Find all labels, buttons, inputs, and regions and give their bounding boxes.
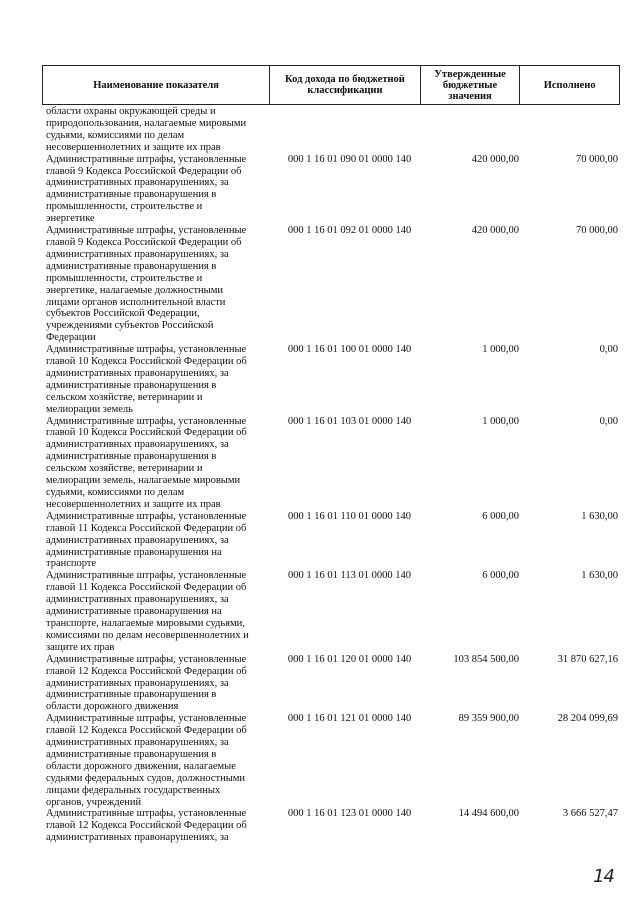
row-name — [42, 106, 268, 154]
row-name — [42, 570, 268, 653]
row-code: 000 1 16 01 113 01 0000 140 — [288, 570, 411, 582]
row-name — [42, 808, 268, 844]
row-name-line: Административные штрафы, установленные — [46, 808, 247, 820]
row-name-line: сельском хозяйстве, ветеринарии и — [46, 463, 203, 475]
row-name-line: органов, учреждений — [46, 796, 142, 808]
row-name-line: комиссиями по делам несовершеннолетних и — [46, 629, 249, 641]
row-name-line: административные правонарушения в — [46, 451, 217, 463]
row-name-line: главой 11 Кодекса Российской Федерации об — [46, 522, 247, 534]
table-row — [42, 154, 620, 225]
row-name-line: области дорожного движения, налагаемые — [46, 760, 236, 772]
row-name — [42, 511, 268, 571]
row-name-line: Административные штрафы, установленные — [46, 653, 247, 665]
row-code: 000 1 16 01 103 01 0000 140 — [287, 415, 412, 427]
row-name-line: транспорте, налагаемые мировыми судьями, — [46, 617, 245, 629]
row-name-line: административные правонарушения на — [46, 546, 222, 558]
row-name-line: лицами органов исполнительной власти — [46, 296, 226, 308]
row-name-line: главой 12 Кодекса Российской Федерации об — [46, 665, 247, 677]
row-name-line: промышленности, строительстве и — [46, 201, 203, 213]
row-name-line: административные правонарушения в — [46, 689, 217, 701]
row-code: 000 1 16 01 110 01 0000 140 — [288, 510, 411, 522]
row-name-line: энергетике — [46, 213, 95, 225]
row-name-line: области охраны окружающей среды и — [46, 106, 216, 117]
row-name-line: административных правонарушениях, за — [46, 832, 229, 844]
row-code — [268, 106, 421, 154]
row-plan: 420 000,00 — [471, 225, 519, 237]
row-name — [42, 713, 268, 808]
table-row — [42, 808, 620, 844]
row-name — [42, 154, 268, 225]
row-name-line: судьями, комиссиями по делам — [46, 487, 185, 498]
row-name-line: административные правонарушения в — [46, 748, 217, 760]
table-header — [42, 65, 620, 105]
row-name-line: главой 10 Кодекса Российской Федерации об — [46, 356, 247, 368]
row-name-line: несовершеннолетних и защите их прав — [46, 498, 221, 510]
row-name-line: Административные штрафы, установленные — [46, 570, 247, 582]
row-plan: 89 359 900,00 — [458, 713, 519, 725]
row-done: 28 204 099,69 — [557, 713, 618, 725]
row-name-line: административные правонарушения в — [46, 260, 217, 272]
table-row — [42, 416, 620, 511]
row-name-line: административных правонарушениях, за — [46, 594, 229, 606]
row-name-line: природопользования, налагаемые мировыми — [46, 117, 247, 129]
row-name-line: административных правонарушениях, за — [46, 367, 229, 379]
row-name-line: Административные штрафы, установленные — [46, 153, 247, 165]
row-name-line: промышленности, строительстве и — [46, 272, 203, 284]
row-done: 31 870 627,16 — [557, 653, 618, 665]
row-name-line: области дорожного движения — [46, 701, 179, 713]
row-plan: 1 000,00 — [482, 415, 519, 427]
row-name-line: главой 11 Кодекса Российской Федерации об — [46, 582, 247, 594]
row-done: 0,00 — [599, 415, 618, 427]
page-number: 14 — [593, 866, 614, 887]
row-name-line: Административные штрафы, установленные — [46, 415, 247, 427]
header-code: Код дохода по бюджетной классификации — [270, 66, 420, 104]
row-plan: 1 000,00 — [482, 344, 519, 356]
row-name-line: главой 9 Кодекса Российской Федерации об — [46, 165, 242, 177]
row-done: 70 000,00 — [576, 225, 618, 237]
header-done: Исполнено — [543, 79, 596, 91]
row-code: 000 1 16 01 090 01 0000 140 — [287, 153, 412, 165]
row-name-line: сельском хозяйстве, ветеринарии и — [46, 391, 203, 403]
table-row — [42, 344, 620, 415]
row-plan: 6 000,00 — [482, 510, 519, 522]
row-plan — [421, 106, 521, 154]
row-name-line: административные правонарушения в — [46, 189, 217, 201]
table-row — [42, 106, 620, 154]
row-plan: 420 000,00 — [471, 153, 519, 165]
row-name-line: Административные штрафы, установленные — [46, 713, 247, 725]
row-name-line: административных правонарушениях, за — [46, 177, 229, 189]
row-name-line: административных правонарушениях, за — [46, 248, 229, 260]
row-done: 70 000,00 — [576, 153, 618, 165]
row-name-line: главой 12 Кодекса Российской Федерации об — [46, 820, 247, 832]
table-row — [42, 654, 620, 714]
row-code: 000 1 16 01 121 01 0000 140 — [287, 713, 412, 725]
row-name-line: административных правонарушениях, за — [46, 737, 229, 749]
row-name-line: мелиорации земель, налагаемые мировыми — [46, 475, 241, 487]
row-done: 3 666 527,47 — [562, 808, 618, 820]
row-name-line: главой 10 Кодекса Российской Федерации об — [46, 427, 247, 439]
row-name-line: судьями федеральных судов, должностными — [46, 772, 246, 784]
row-name — [42, 416, 268, 511]
row-done: 0,00 — [599, 344, 618, 356]
header-plan: Утвержденные бюджетные значения — [421, 66, 521, 104]
row-name-line: Федерации — [46, 332, 96, 344]
row-plan: 14 494 600,00 — [458, 808, 519, 820]
row-code: 000 1 16 01 123 01 0000 140 — [287, 808, 412, 820]
row-name-line: Административные штрафы, установленные — [46, 510, 247, 522]
row-plan: 6 000,00 — [482, 570, 519, 582]
table-row — [42, 511, 620, 571]
row-name — [42, 225, 268, 344]
row-name-line: лицами федеральных государственных — [46, 784, 221, 796]
row-name-line: административных правонарушениях, за — [46, 677, 229, 689]
row-name-line: транспорте — [46, 558, 97, 570]
row-name-line: несовершеннолетних и защите их прав — [46, 141, 221, 153]
row-name-line: субъектов Российской Федерации, — [46, 308, 200, 320]
row-name — [42, 344, 268, 415]
header-name: Наименование показателя — [43, 66, 270, 104]
table-body — [42, 106, 620, 844]
row-name-line: учреждениями субъектов Российской — [46, 320, 214, 332]
row-done — [521, 106, 620, 154]
table-row — [42, 225, 620, 344]
row-name — [42, 654, 268, 714]
row-name-line: главой 9 Кодекса Российской Федерации об — [46, 236, 242, 248]
row-name-line: административных правонарушениях, за — [46, 534, 229, 546]
row-code: 000 1 16 01 120 01 0000 140 — [287, 653, 412, 665]
row-name-line: административные правонарушения на — [46, 606, 222, 618]
row-name-line: Административные штрафы, установленные — [46, 344, 247, 356]
row-done: 1 630,00 — [581, 570, 618, 582]
row-name-line: административные правонарушения в — [46, 379, 217, 391]
row-name-line: мелиорации земель — [46, 403, 133, 415]
row-done: 1 630,00 — [581, 510, 618, 522]
row-name-line: Административные штрафы, установленные — [46, 225, 247, 237]
row-name-line: энергетике, налагаемые должностными — [46, 284, 223, 296]
row-code: 000 1 16 01 092 01 0000 140 — [287, 225, 412, 237]
row-name-line: административных правонарушениях, за — [46, 439, 229, 451]
row-plan: 103 854 500,00 — [453, 653, 519, 665]
row-name-line: главой 12 Кодекса Российской Федерации об — [46, 725, 247, 737]
table-row — [42, 713, 620, 808]
table-row — [42, 570, 620, 653]
row-code: 000 1 16 01 100 01 0000 140 — [287, 344, 412, 356]
row-name-line: защите их прав — [46, 641, 115, 653]
row-name-line: судьями, комиссиями по делам — [46, 129, 185, 141]
